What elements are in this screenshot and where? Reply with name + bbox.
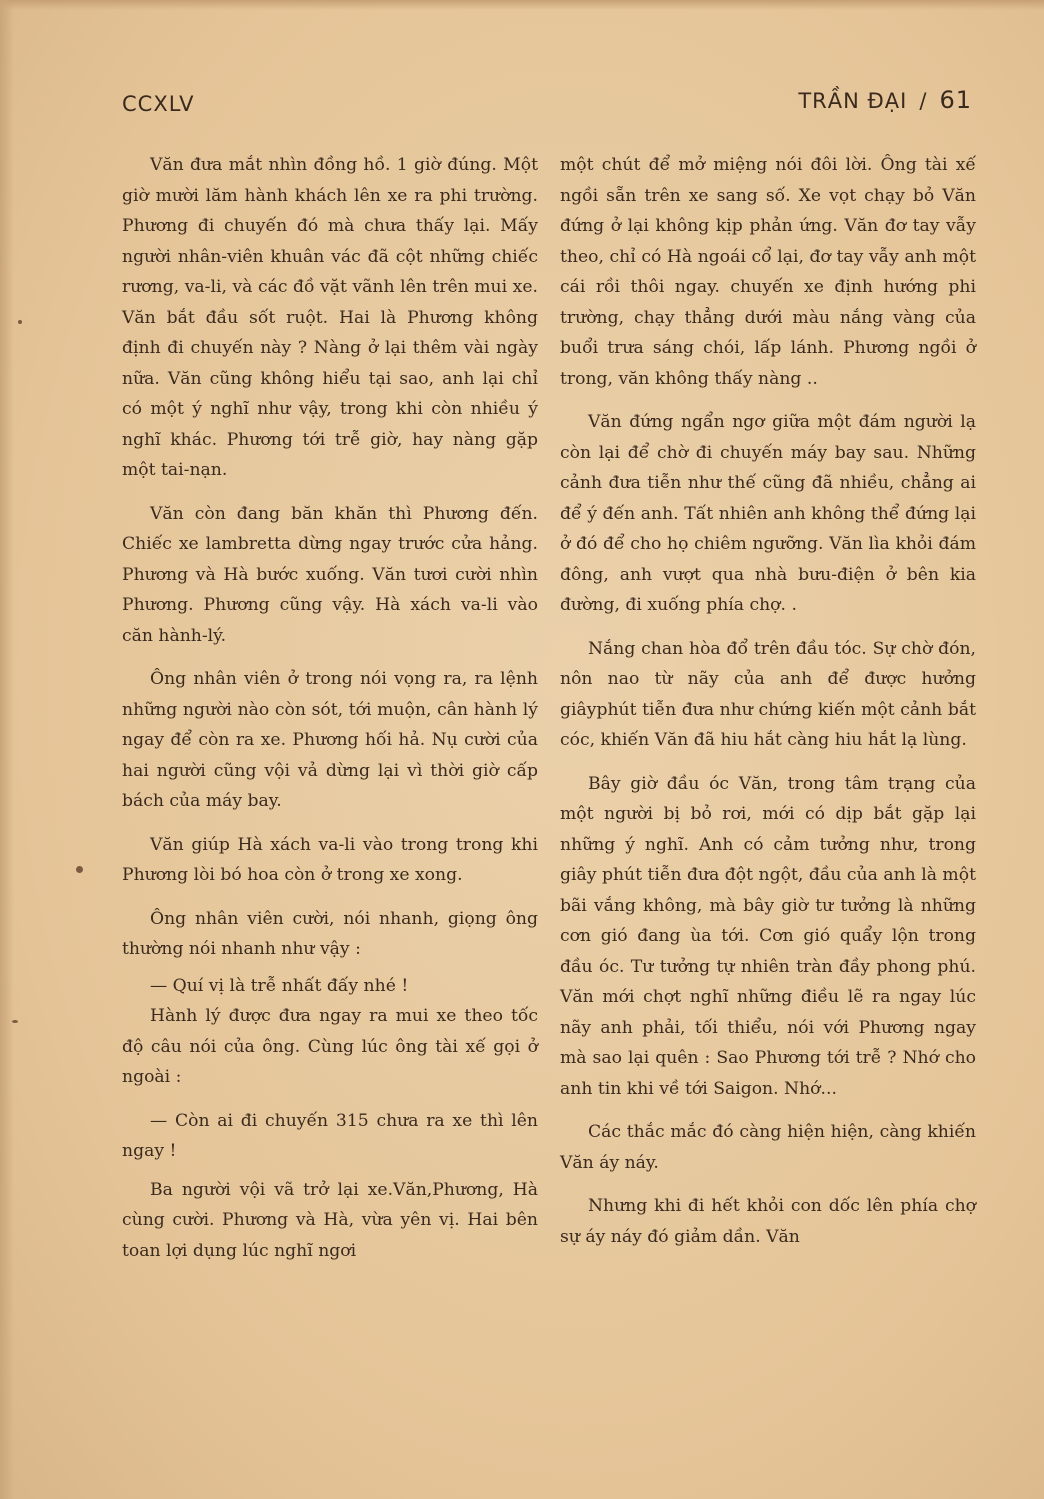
paragraph: một chút để mở miệng nói đôi lời. Ông tài xế ngồi sẵn trên xe sang số. Xe vọt chạy bỏ Văn đứng ở lại không kịp phản ứng. Văn đơ tay vẫy theo, chỉ có Hà ngoái cổ lại, đơ tay vẫy anh một cái rồi thôi ngay. chuyến xe định hướng phi trường, chạy thẳng dưới màu nắng vàng của buổi trưa sáng chói, lấp lánh. Phương ngồi ở trong, văn không thấy nàng ..	[560, 155, 976, 389]
margin-speck	[12, 1020, 18, 1023]
margin-speck	[18, 320, 22, 324]
paragraph: Ông nhân viên cười, nói nhanh, giọng ông thường nói nhanh như vậy :	[122, 908, 538, 959]
page-header	[122, 86, 972, 120]
dialogue-line: — Quí vị là trễ nhất đấy nhé !	[150, 975, 409, 996]
paragraph: Bây giờ đầu óc Văn, trong tâm trạng của một người bị bỏ rơi, mới có dịp bắt gặp lại những ý nghĩ. Anh có cảm tưởng như, trong giây phút tiễn đưa đột ngột, đầu của anh là một bãi vắng không, mà bây giờ tư tưởng là những cơn gió đang ùa tới. Cơn gió quẩy lộn trong đầu óc. Tư tưởng tự nhiên tràn đầy phong phú. Văn mới chợt nghĩ những điều lẽ ra ngay lúc nãy anh phải, tối thiểu, nói với Phương ngay mà sao lại quên : Sao Phương tới trễ ? Nhớ cho anh tin khi về tới Saigon. Nhớ...	[560, 773, 976, 1099]
paragraph: Văn đứng ngẩn ngơ giữa một đám người lạ còn lại để chờ đi chuyến máy bay sau. Những cảnh đưa tiễn như thế cũng đã nhiều, chẳng ai để ý đến anh. Tất nhiên anh không thể đứng lại ở đó để cho họ chiêm ngưỡng. Văn lìa khỏi đám đông, anh vượt qua nhà bưu-điện ở bên kia đường, đi xuống phía chợ. .	[560, 412, 976, 615]
paragraph: Văn đưa mắt nhìn đồng hồ. 1 giờ đúng. Một giờ mười lăm hành khách lên xe ra phi trường. Phương đi chuyến đó mà chưa thấy lại. Mấy người nhân-viên khuân vác đã cột những chiếc rương, va-li, và các đồ vặt vãnh lên trên mui xe. Văn bắt đầu sốt ruột. Hai là Phương không định đi chuyến này ? Nàng ở lại thêm vài ngày nữa. Văn cũng không hiểu tại sao, anh lại chỉ có một ý nghĩ như vậy, trong khi còn nhiều ý nghĩ khác. Phương tới trễ giờ, hay nàng gặp một tai-nạn.	[122, 155, 538, 480]
page-top-edge	[0, 0, 1044, 10]
page-number: 61	[939, 86, 972, 114]
paragraph: Hành lý được đưa ngay ra mui xe theo tốc độ câu nói của ông. Cùng lúc ông tài xế gọi ở ngoài :	[122, 1006, 538, 1087]
running-title	[798, 86, 972, 114]
paragraph: Nhưng khi đi hết khỏi con dốc lên phía chợ sự áy náy đó giảm dần. Văn	[560, 1196, 976, 1247]
left-column	[122, 150, 538, 1266]
margin-speck	[76, 866, 83, 873]
dialogue-line: — Còn ai đi chuyến 315 chưa ra xe thì lên ngay !	[122, 1110, 538, 1161]
paragraph: Văn giúp Hà xách va-li vào trong trong khi Phương lòi bó hoa còn ở trong xe xong.	[122, 834, 538, 885]
paragraph: Ông nhân viên ở trong nói vọng ra, ra lệnh những người nào còn sót, tới muộn, cân hành lý ngay để còn ra xe. Phương hối hả. Nụ cười của hai người cũng vội vả dừng lại vì thời giờ cấp bách của máy bay.	[122, 669, 538, 811]
paragraph: Ba người vội vã trở lại xe.Văn,Phương, Hà cùng cười. Phương và Hà, vừa yên vị. Hai bên toan lợi dụng lúc nghĩ ngơi	[122, 1179, 538, 1261]
right-column	[560, 150, 976, 1252]
page-left-edge	[0, 0, 14, 1499]
issue-number: CCXLV	[122, 92, 195, 116]
author-name: TRẦN ĐẠI	[798, 89, 908, 113]
header-separator: /	[919, 89, 928, 113]
paragraph: Các thắc mắc đó càng hiện hiện, càng khiến Văn áy náy.	[560, 1122, 976, 1173]
paragraph: Nắng chan hòa đổ trên đầu tóc. Sự chờ đón, nôn nao từ nãy của anh để được hưởng giâyphút tiễn đưa như chứng kiến một cảnh bắt cóc, khiến Văn đã hiu hắt càng hiu hắt lạ lùng.	[560, 638, 976, 750]
paragraph: Văn còn đang băn khăn thì Phương đến. Chiếc xe lambretta dừng ngay trước cửa hảng. Phương và Hà bước xuống. Văn tươi cười nhìn Phương. Phương cũng vậy. Hà xách va-li vào căn hành-lý.	[122, 503, 538, 646]
